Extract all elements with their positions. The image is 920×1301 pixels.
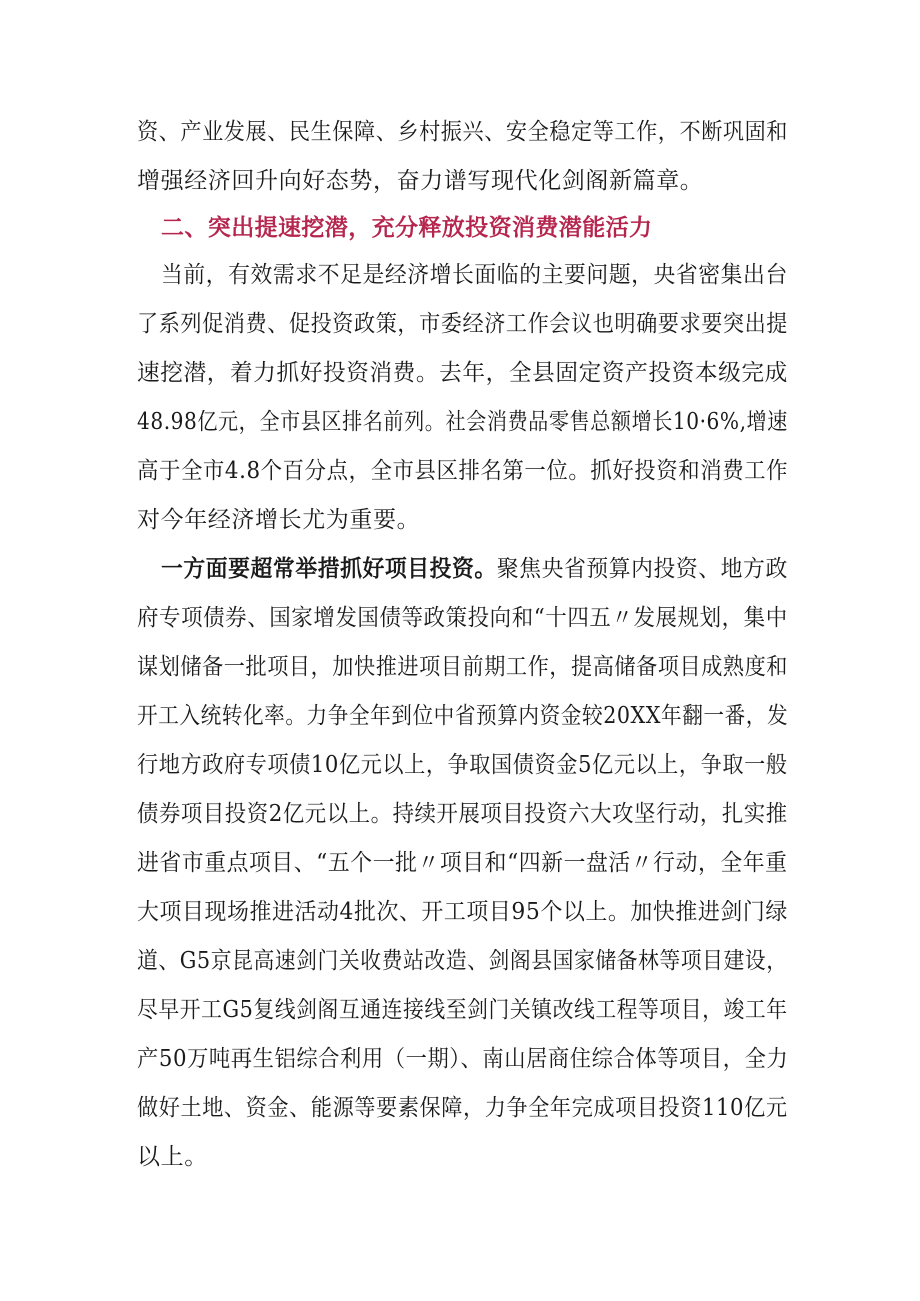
paragraph-line: 债券项目投资2亿元以上。持续开展项目投资六大攻坚行动，扎实推	[137, 801, 788, 827]
paragraph-line: 速挖潜，着力抓好投资消费。去年，全县固定资产投资本级完成	[137, 360, 788, 386]
paragraph-line: 进省市重点项目、“五个一批〃项目和“四新一盘活〃行动，全年重	[137, 850, 788, 876]
paragraph-line: 增强经济回升向好态势，奋力谱写现代化剑阁新篇章。	[137, 168, 704, 194]
paragraph-line: 了系列促消费、促投资政策，市委经济工作会议也明确要求要突出提	[137, 311, 789, 337]
paragraph-line: 资、产业发展、民生保障、乡村振兴、安全稳定等工作，不断巩固和	[137, 119, 789, 145]
paragraph-line: 48.98亿元，全市县区排名前列。社会消费品零售总额增长10·6%,增速	[137, 409, 788, 435]
paragraph-line: 产50万吨再生铝综合利用（一期）、南山居商住综合体等项目，全力	[137, 1046, 789, 1072]
paragraph-line: 高于全市4.8个百分点，全市县区排名第一位。抓好投资和消费工作	[137, 458, 789, 484]
paragraph-line: 对今年经济增长尤为重要。	[137, 507, 421, 533]
paragraph-line: 以上。	[137, 1144, 208, 1170]
paragraph-line: 道、G5京昆高速剑门关收费站改造、剑阁县国家储备林等项目建设，	[137, 948, 788, 974]
paragraph-line: 尽早开工G5复线剑阁互通连接线至剑门关镇改线工程等项目，竣工年	[137, 997, 788, 1023]
paragraph-line: 大项目现场推进活动4批次、开工项目95个以上。加快推进剑门绿	[137, 899, 788, 925]
paragraph-line: 府专项债券、国家增发国债等政策投向和“十四五〃发展规划，集中	[137, 605, 788, 631]
paragraph-text: 聚焦央省预算内投资、地方政	[496, 556, 788, 582]
paragraph-line: 行地方政府专项债10亿元以上，争取国债资金5亿元以上，争取一般	[137, 752, 788, 778]
lead-phrase: 一方面要超常举措抓好项目投资。	[161, 556, 497, 582]
paragraph-line: 谋划储备一批项目，加快推进项目前期工作，提高储备项目成熟度和	[137, 654, 789, 680]
paragraph-line: 开工入统转化率。力争全年到位中省预算内资金较20XX年翻一番，发	[137, 703, 789, 729]
paragraph-line: 做好土地、资金、能源等要素保障，力争全年完成项目投资110亿元	[137, 1095, 788, 1121]
paragraph-line: 当前，有效需求不足是经济增长面临的主要问题，央省密集出台	[161, 262, 788, 288]
section-heading: 二、突出提速挖潜，充分释放投资消费潜能活力	[161, 215, 653, 241]
paragraph-line	[161, 554, 788, 584]
